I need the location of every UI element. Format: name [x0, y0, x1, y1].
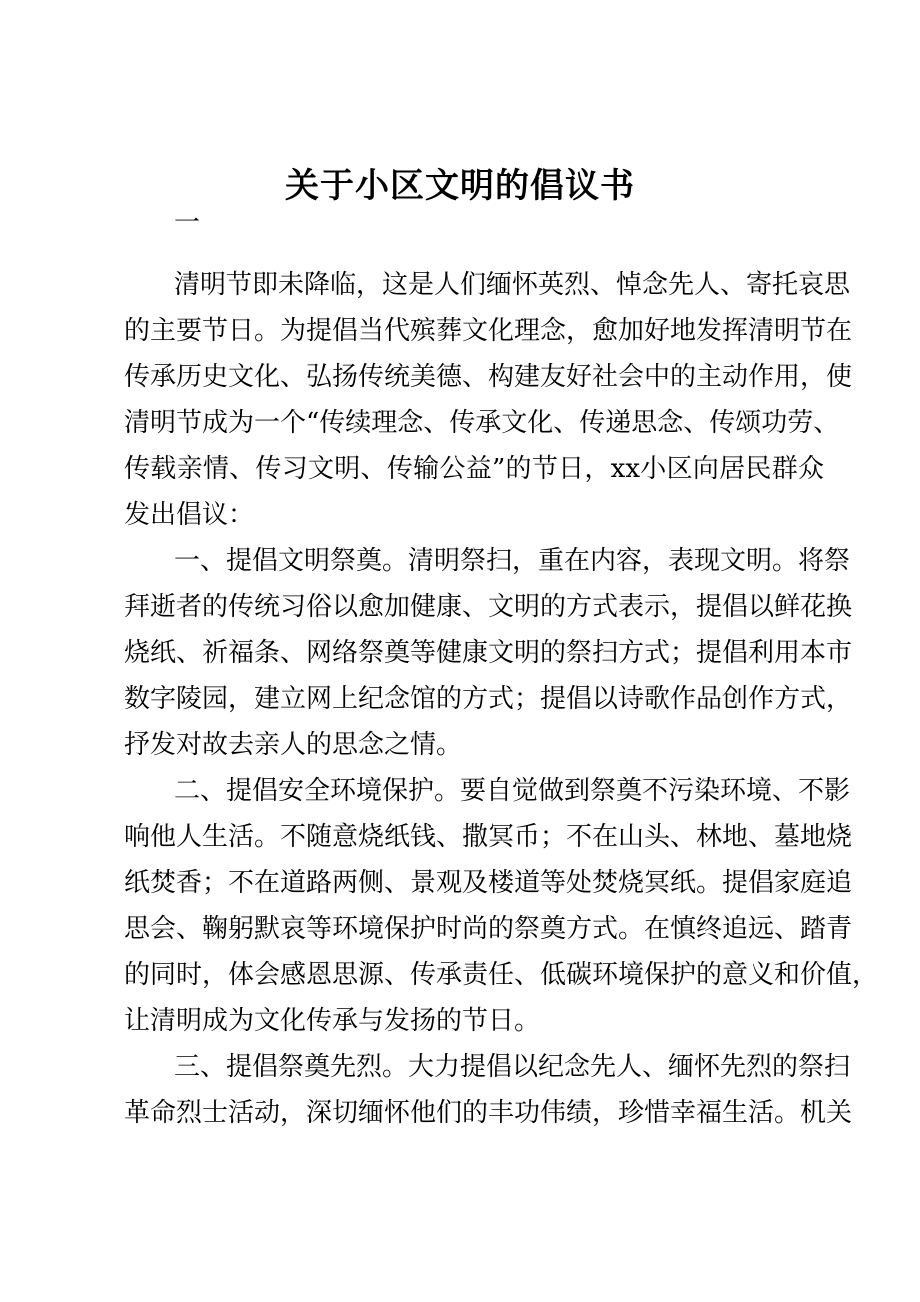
text-line: 清明节即未降临，这是人们缅怀英烈、悼念先人、寄托哀思 — [174, 270, 851, 300]
text-line: 思会、鞠躬默哀等环境保护时尚的祭奠方式。在慎终追远、踏青 — [124, 914, 853, 944]
text-line: 数字陵园，建立网上纪念馆的方式；提倡以诗歌作品创作方式， — [124, 684, 853, 714]
text-line: 拜逝者的传统习俗以愈加健康、文明的方式表示，提倡以鲜花换 — [124, 592, 853, 622]
text-line: 二、提倡安全环境保护。要自觉做到祭奠不污染环境、不影 — [174, 776, 851, 806]
text-line: 传承历史文化、弘扬传统美德、构建友好社会中的主动作用，使 — [124, 362, 853, 392]
text-line: 让清明成为文化传承与发扬的节日。 — [124, 1006, 541, 1036]
text-line: 的同时，体会感恩思源、传承责任、低碳环境保护的意义和价值， — [124, 960, 879, 990]
text-line: 革命烈士活动，深切缅怀他们的丰功伟绩，珍惜幸福生活。机关 — [124, 1098, 853, 1128]
text-line: 响他人生活。不随意烧纸钱、撒冥币；不在山头、林地、墓地烧 — [124, 822, 853, 852]
text-line: 纸焚香；不在道路两侧、景观及楼道等处焚烧冥纸。提倡家庭追 — [124, 868, 853, 898]
text-line: 清明节成为一个“传续理念、传承文化、传递思念、传颂功劳、 — [124, 408, 840, 438]
text-line: 的主要节日。为提倡当代殡葬文化理念，愈加好地发挥清明节在 — [124, 316, 853, 346]
dash-marker: 一 — [174, 208, 201, 238]
document-title: 关于小区文明的倡议书 — [285, 166, 635, 206]
text-line: 一、提倡文明祭奠。清明祭扫，重在内容，表现文明。将祭 — [174, 546, 851, 576]
text-line: 发出倡议： — [124, 500, 255, 530]
text-line: 烧纸、祈福条、网络祭奠等健康文明的祭扫方式；提倡利用本市 — [124, 638, 853, 668]
text-line: 传载亲情、传习文明、传输公益”的节日，xx小区向居民群众 — [124, 454, 824, 484]
text-line: 三、提倡祭奠先烈。大力提倡以纪念先人、缅怀先烈的祭扫 — [174, 1052, 851, 1082]
text-line: 抒发对故去亲人的思念之情。 — [124, 730, 463, 760]
